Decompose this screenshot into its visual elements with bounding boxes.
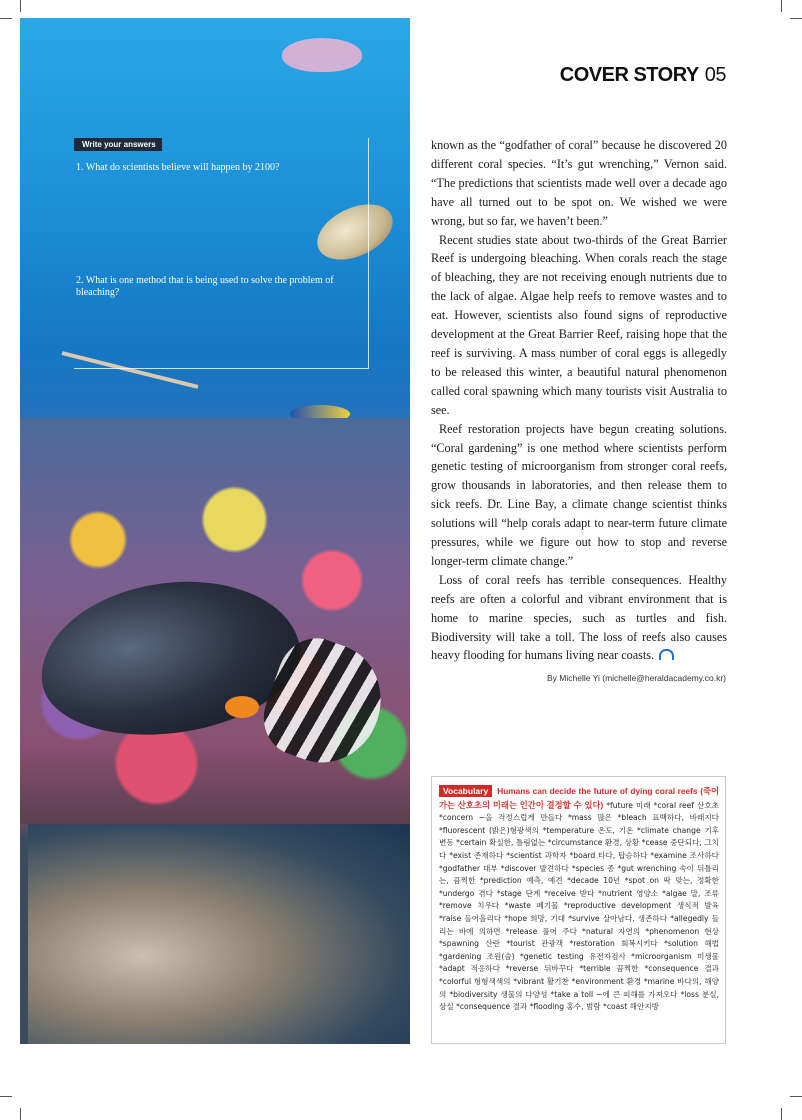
crop-mark — [781, 0, 782, 12]
vocabulary-box — [431, 776, 726, 1044]
page-header — [560, 64, 726, 87]
article-body — [431, 136, 727, 665]
questions-label: Write your answers — [74, 138, 162, 151]
article-paragraph-text: Loss of coral reefs has terrible consequences. Healthy reefs are often a colorful and vibrant environment that is home to marine species, such as turtles and fish. Biodiversity will take a toll. The loss of reefs also causes heavy flooding for humans living near coasts. — [431, 572, 727, 663]
article-paragraph: Reef restoration projects have begun creating solutions. “Coral gardening” is one method where scientists perform genetic testing of microorganism from stronger coral reefs, grow thousands in laboratories, and then release them to sick reefs. Dr. Line Bay, a climate change scientist thinks solutions will “help corals adapt to near-term future climate pressures, while we figure out how to stop and reverse longer-term climate change.” — [431, 421, 727, 568]
fish-tail-spot — [225, 696, 259, 718]
vocabulary-list: *future 미래 *coral reef 산호초 *concern ~을 걱정스럽게 만들다 *mass 많은 *bleach 표백하다, 바래지다 *fluorescent (밝은)형광색의 *temperature 온도, 기온 *climate change 기후 변동 *certain 확실한, 틀림없는 *circumstance 환경, 상황 *cease 중단되다, 그치다 *exist 존재하다 *scientist 과학자 *board 타다, 탑승하다 *examine 조사하다 *godfather 대부 *discover 발견하다 *species 종 *gut wrenching 속이 뒤틀리는, 끔찍한 *prediction 예측, 예견 *decade 10년 *spot on 딱 맞는, 정확한 *undergo 겪다 *stage 단계 *receive 받다 *nutrient 영양소 *algae 말, 조류 *remove 치우다 *waste 폐기물 *reproductive development 생식적 발육 *raise 들어올리다 *hope 희망, 기대 *survive 살아남다, 생존하다 *allegedly 들리는 바에 의하면 *release 풀어 주다 *natural 자연의 *phenomenon 현상 *spawning 산란 *tourist 관광객 *restoration 회복시키다 *solution 해법 *gardening 조원(술) *genetic testing 유전자검사 *microorganism 미생물 *adapt 적응하다 *reverse 뒤바꾸다 *terrible 끔찍한 *consequence 결과 *colorful 형형색색의 *vibrant 활기찬 *environment 환경 *marine 바다의, 해양의 *biodiversity 생물의 다양성 *take a toll ~에 큰 피해를 가져오다 *loss 분실, 상실 *consequence 결과 *flooding 홍수, 범람 *coast 해안지방 — [439, 800, 719, 1012]
section-title: COVER STORY — [559, 64, 699, 86]
vocabulary-label: Vocabulary — [439, 785, 492, 797]
byline: By Michelle Yi (michelle@heraldacademy.co.kr) — [546, 673, 726, 683]
crop-mark — [790, 1096, 802, 1097]
question-1: 1. What do scientists believe will happen by 2100? — [76, 162, 280, 173]
article-paragraph-last — [431, 571, 727, 666]
article-paragraph: Recent studies state about two-thirds of the Great Barrier Reef is undergoing bleaching. When corals reach the stage of bleaching, they are not receiving enough nutrients due to the lack of algae. Algae help reefs to remove wastes and to eat. However, scientists also found signs of reproductive development at the Great Barrier Reef, raising hope that the reef is surviving. A mass number of coral eggs is allegedly to be released this winter, a beautiful natural phenomenon called coral spawning which many tourists visit Australia to see. — [431, 232, 727, 417]
crop-mark — [781, 1108, 782, 1120]
headphones-icon[interactable] — [659, 649, 674, 660]
crop-mark — [20, 0, 21, 12]
article-paragraph: known as the “godfather of coral” because he discovered 20 different coral species. “It’s gut wrenching,” Vernon said. “The predictions that scientists made well over a decade ago have all turned out to be spot on. We wished we were wrong, but so far, we haven’t been.” — [431, 138, 727, 228]
page-number: 05 — [704, 64, 726, 86]
crop-mark — [0, 1096, 12, 1097]
jellyfish-illustration — [282, 38, 362, 72]
coral-inset-photo — [28, 824, 410, 1044]
crop-mark — [20, 1108, 21, 1120]
crop-mark — [790, 18, 802, 19]
question-2: 2. What is one method that is being used to solve the problem of bleaching? — [76, 275, 334, 298]
crop-mark — [0, 18, 12, 19]
vocabulary-title: Humans can decide the future of dying coral reefs (죽어가는 산호초의 미래는 인간이 결정할 수 있다) — [439, 786, 719, 810]
